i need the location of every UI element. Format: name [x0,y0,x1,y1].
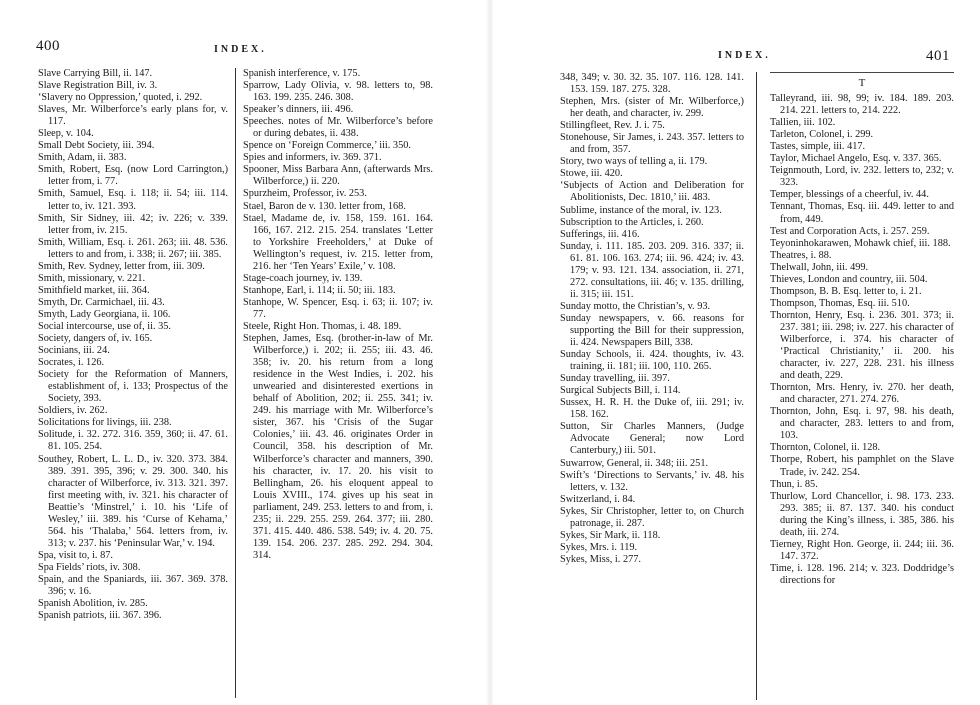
index-entry: Sunday Schools, ii. 424. thoughts, iv. 43. training, ii. 181; iii. 100, 110. 265. [560,349,744,373]
index-entry: Sutton, Sir Charles Manners, (Judge Advocate General; now Lord Canterbury,) iii. 501. [560,421,744,457]
index-entry: Stanhope, Earl, i. 114; ii. 50; iii. 183. [243,284,396,296]
section-rule [770,72,954,73]
index-entry: Sublime, instance of the moral, iv. 123. [560,204,722,216]
index-entry: Spooner, Miss Barbara Ann, (afterwards Mrs. Wilberforce,) ii. 220. [243,164,433,188]
index-entry: Stage-coach journey, iv. 139. [243,272,363,284]
index-entry: Tennant, Thomas, Esq. iii. 449. letter to and from, 449. [770,201,954,225]
index-entry: Stanhope, W. Spencer, Esq. i. 63; ii. 107; iv. 77. [243,296,433,320]
index-entry: Thornton, Henry, Esq. i. 236. 301. 373; ii. 237. 381; iii. 298; iv. 227. his character of Wilberforce, i. 374. his character of ‘Practical Christianity,’ ii. 200. his character, iv. 227, 228. 231. his illness and death, 229. [770,309,954,382]
index-entry: Thompson, Thomas, Esq. iii. 510. [770,297,910,309]
index-entry: Test and Corporation Acts, i. 257. 259. [770,225,930,237]
index-entry: Smyth, Lady Georgiana, ii. 106. [38,308,171,320]
index-entry: Spa, visit to, i. 87. [38,549,113,561]
index-entry: Spa Fields’ riots, iv. 308. [38,561,141,573]
index-entry: Society, dangers of, iv. 165. [38,333,153,345]
index-entry: Sunday newspapers, v. 66. reasons for supporting the Bill for their suppression, ii. 424. Newspapers Bill, 338. [560,312,744,349]
running-head: INDEX. [718,50,771,61]
index-column [243,68,433,562]
page-number: 400 [36,38,60,54]
index-entry: Thun, i. 85. [770,478,818,490]
index-entry: Stephen, Mrs. (sister of Mr. Wilberforce,) her death, and character, iv. 299. [560,96,744,120]
index-entry: Switzerland, i. 84. [560,493,636,505]
index-entry: Spence on ‘Foreign Commerce,’ iii. 350. [243,140,411,152]
index-entry: Stael, Baron de v. 130. letter from, 168. [243,200,406,212]
index-entry: Smith, Sir Sidney, iii. 42; iv. 226; v. 339. letter from, iv. 215. [38,212,228,236]
index-entry: Tarleton, Colonel, i. 299. [770,129,874,141]
index-entry: Smith, Adam, ii. 383. [38,152,127,164]
index-entry: Thornton, John, Esq. i. 97, 98. his death, and character, 283. letters to and from, 103. [770,406,954,442]
index-entry: Stillingfleet, Rev. J. i. 75. [560,120,665,132]
index-entry: Teyoninhokarawen, Mohawk chief, iii. 188. [770,237,951,249]
index-entry: Sunday motto, the Christian’s, v. 93. [560,300,711,312]
index-entry: Spain, and the Spaniards, iii. 367. 369. 378. 396; v. 16. [38,573,228,598]
index-entry: Sunday, i. 111. 185. 203. 209. 316. 337; ii. 61. 81. 106. 163. 274; iii. 96. 424; iv. 43. 179; v. 93. 121. 134. association, ii. 271, 272. consultations, iii. 46; v. 135. drilling, ii. 315; iii. 151. [560,240,744,300]
index-entry: Thornton, Colonel, ii. 128. [770,442,881,454]
section-letter: T [858,77,866,89]
index-entry: Speaker’s dinners, iii. 496. [243,104,354,116]
index-entry: 348, 349; v. 30. 32. 35. 107. 116. 128. 141. 153. 159. 187. 275. 328. [560,72,744,96]
index-entry: Solitude, i. 32. 272. 316. 359, 360; ii. 47. 61. 81. 105. 254. [38,429,228,453]
index-entry: Sykes, Mrs. i. 119. [560,541,638,553]
index-entry: Speeches. notes of Mr. Wilberforce’s before or during debates, ii. 438. [243,116,433,140]
index-entry: Taylor, Michael Angelo, Esq. v. 337. 365. [770,153,942,165]
index-entries [770,93,954,587]
index-entry: Talleyrand, iii. 98, 99; iv. 184. 189. 203. 214. 221. letters to, 214. 222. [770,93,954,117]
index-entry: Smith, Rev. Sydney, letter from, iii. 309. [38,260,205,272]
index-entry: Sykes, Sir Christopher, letter to, on Church patronage, ii. 287. [560,505,744,529]
index-entry: Soldiers, iv. 262. [38,405,108,417]
index-entry: Smith, William, Esq. i. 261. 263; iii. 48. 536. letters to and from, i. 338; ii. 267; iii. 385. [38,236,228,260]
index-entry: Subscription to the Articles, i. 260. [560,216,704,228]
index-entry: Story, two ways of telling a, ii. 179. [560,156,708,168]
index-entry: Thurlow, Lord Chancellor, i. 98. 173. 233. 293. 385; ii. 87. 137. 340. his conduct during the King’s illness, i. 385, 386. his death, iii. 274. [770,490,954,538]
index-entry: Spanish Abolition, iv. 285. [38,598,148,610]
index-entry: Thompson, B. B. Esq. letter to, i. 21. [770,285,922,297]
index-entry: Spurzheim, Professor, iv. 253. [243,188,367,200]
running-head: INDEX. [214,44,267,55]
index-entry: Stephen, James, Esq. (brother-in-law of Mr. Wilberforce,) i. 202; ii. 255; iii. 43. 46. 358; iv. 20. his return from a long residence in the West Indies, i. 202. his unwearied and disinterested exertions in behalf of Abolition, 202; ii. 255. 341; iv. 249. his marriage with Mr. Wilberforce’s sister, 367. his ‘Crisis of the Sugar Colonies,’ iii. 43. 46. originates Order in Council, 358. his description of Mr. Wilberforce’s character and manners, 390. his character, iv. 17. 20. his visit to Bellingham, 26. his eloquent appeal to Louis XVIII., 174. gives up his seat in parliament, 249. 253. letters to and from, i. 235; ii. 229. 255. 259. 264. 377; iii. 280. 371. 415. 440. 486. 538. 549; iv. 4. 20. 75. 139. 154. 206. 237. 285. 292. 294. 304. 314. [243,333,433,561]
index-entry: Smith, Robert, Esq. (now Lord Carrington,) letter from, i. 77. [38,164,228,188]
index-entry: Sleep, v. 104. [38,128,94,140]
index-entry: Slave Carrying Bill, ii. 147. [38,68,153,79]
index-entry: Suwarrow, General, ii. 348; iii. 251. [560,457,709,469]
index-entry: ‘Subjects of Action and Deliberation for Abolitionists, Dec. 1810,’ iii. 483. [560,180,744,204]
index-entry: Solicitations for livings, iii. 238. [38,417,172,429]
index-entry: ‘Slavery no Oppression,’ quoted, i. 292. [38,92,203,104]
index-entry: Small Debt Society, iii. 394. [38,140,155,152]
index-entry: Smithfield market, iii. 364. [38,284,150,296]
index-column [560,72,744,566]
index-entry: Spies and informers, iv. 369. 371. [243,152,382,164]
index-entry: Time, i. 128. 196. 214; v. 323. Doddridge’s directions for [770,562,954,586]
page-number: 401 [926,48,950,64]
index-entry: Tastes, simple, iii. 417. [770,141,866,153]
index-entry: Thieves, London and country, iii. 504. [770,273,928,285]
index-entry: Sykes, Sir Mark, ii. 118. [560,529,661,541]
index-entry: Sparrow, Lady Olivia, v. 98. letters to, 98. 163. 199. 235. 246. 308. [243,80,433,104]
index-entry: Sykes, Miss, i. 277. [560,553,641,565]
index-entry: Southey, Robert, L. L. D., iv. 320. 373. 384. 389. 391. 395, 396; v. 29. 300. 340. his character of Wilberforce, iv. 313. 321. 397. first meeting with, iv. 321. his character of Beattie’s ‘Minstrel,’ i. 10. his ‘Life of Wesley,’ iii. 389. his ‘Curse of Kehama,’ 564. his ‘Thalaba,’ 564. letters from, iv. 313; v. 237. his ‘Peninsular War,’ v. 194. [38,453,228,549]
index-entry: Spanish interference, v. 175. [243,68,361,79]
index-entry: Thorpe, Robert, his pamphlet on the Slave Trade, iv. 242. 254. [770,454,954,478]
index-entry: Stael, Madame de, iv. 158, 159. 161. 164. 166, 167. 212. 215. 254. translates ‘Letter to Yorkshire Freeholders,’ at Duke of Wellington’s request, iv. 215. letter from, 216. her ‘Ten Years’ Exile,’ v. 108. [243,212,433,272]
index-entry: Smith, Samuel, Esq. i. 118; ii. 54; iii. 114. letter to, iv. 121. 393. [38,188,228,212]
index-entry: Sussex, H. R. H. the Duke of, iii. 291; iv. 158. 162. [560,397,744,421]
right-page [490,0,980,705]
index-column [38,68,228,622]
index-entry: Swift’s ‘Directions to Servants,’ iv. 48. his letters, v. 132. [560,469,744,493]
index-entry: Society for the Reformation of Manners, establishment of, i. 133; Prospectus of the Society, 393. [38,369,228,405]
index-entry: Social intercourse, use of, ii. 35. [38,320,171,332]
index-entry: Smyth, Dr. Carmichael, iii. 43. [38,296,165,308]
index-entry: Slave Registration Bill, iv. 3. [38,80,158,92]
index-entry: Thornton, Mrs. Henry, iv. 270. her death, and character, 271. 274. 276. [770,382,954,406]
index-entry: Sunday travelling, iii. 397. [560,373,670,385]
index-entry: Sufferings, iii. 416. [560,228,640,240]
index-entry: Tierney, Right Hon. George, ii. 244; iii. 36. 147. 372. [770,538,954,562]
column-rule [235,68,236,698]
index-entry: Smith, missionary, v. 221. [38,272,146,284]
index-entry: Stowe, iii. 420. [560,168,623,180]
index-column [770,72,954,587]
index-entry: Surgical Subjects Bill, i. 114. [560,385,681,397]
index-entry: Slaves, Mr. Wilberforce’s early plans for, v. 117. [38,104,228,128]
index-entry: Socinians, iii. 24. [38,345,110,357]
index-entry: Theatres, i. 88. [770,249,832,261]
index-entry: Teignmouth, Lord, iv. 232. letters to, 232; v. 323. [770,165,954,189]
index-entry: Temper, blessings of a cheerful, iv. 44. [770,189,929,201]
index-entry: Steele, Right Hon. Thomas, i. 48. 189. [243,320,402,332]
index-entry: Tallien, iii. 102. [770,117,836,129]
index-entry: Socrates, i. 126. [38,357,105,369]
index-entry: Spanish patriots, iii. 367. 396. [38,610,162,622]
index-entry: Stonehouse, Sir James, i. 243. 357. letters to and from, 357. [560,132,744,156]
column-rule [756,72,757,700]
index-entry: Thelwall, John, iii. 499. [770,261,869,273]
